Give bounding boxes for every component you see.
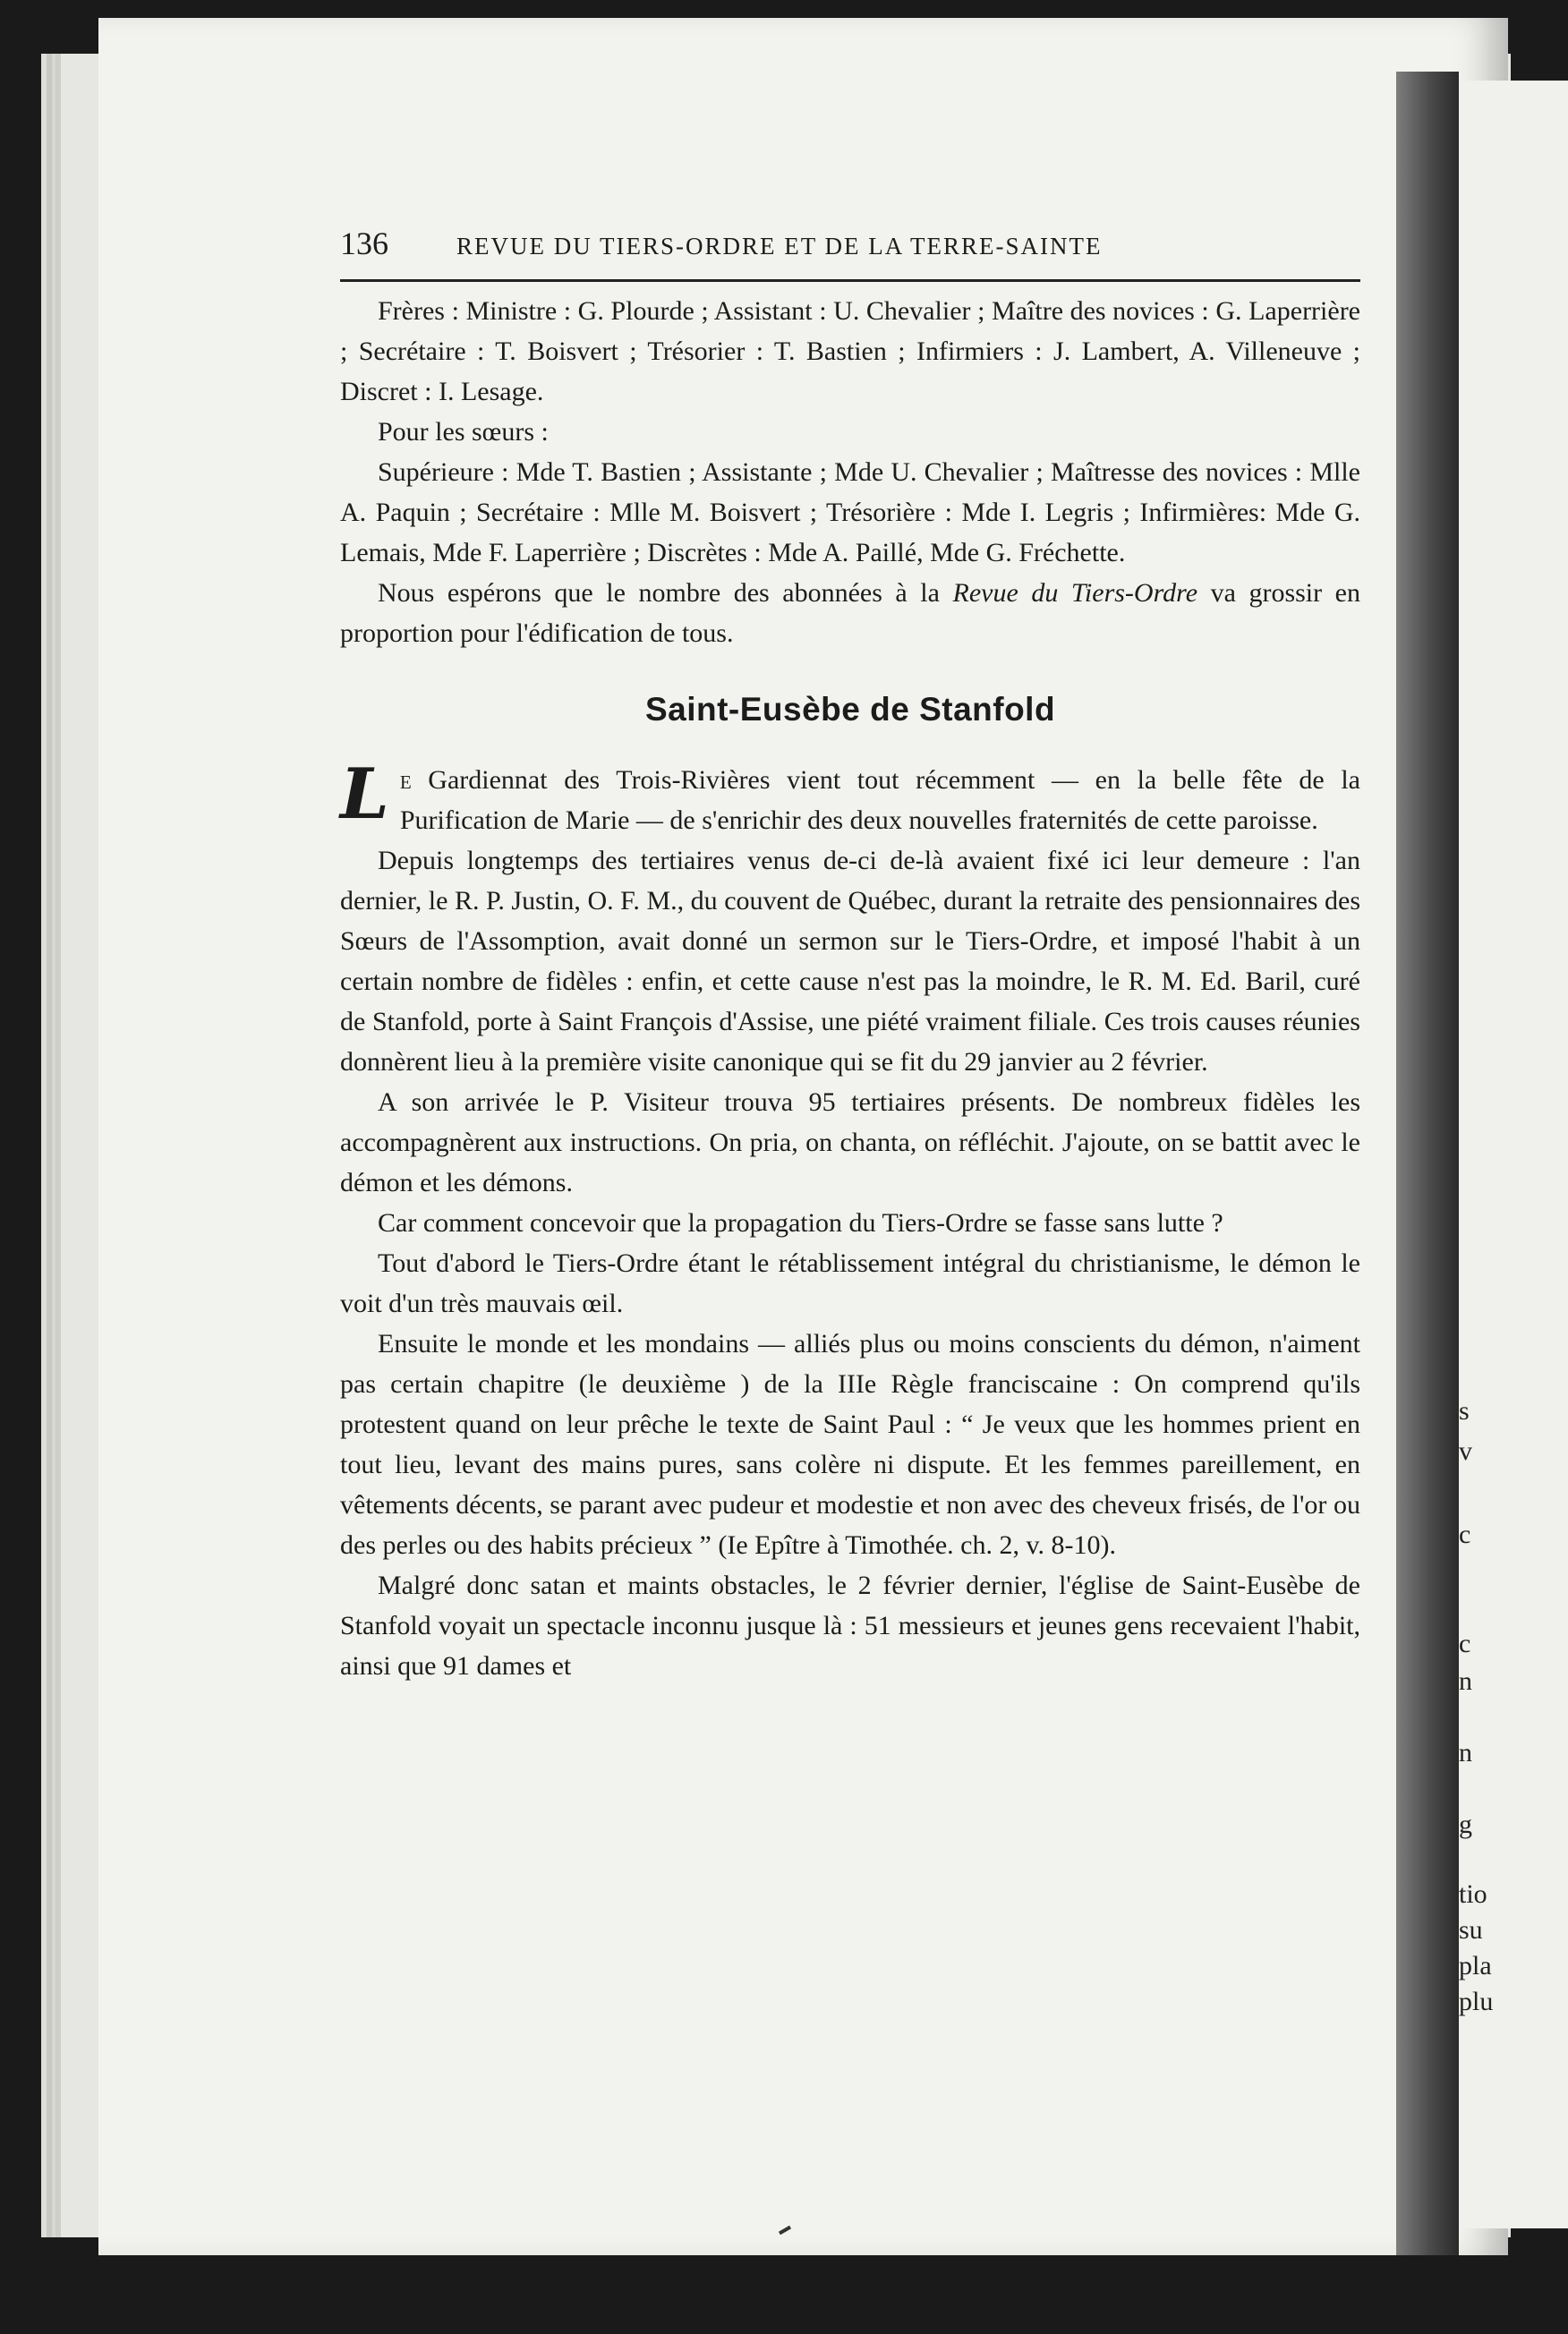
- book-gutter-shadow: [1396, 72, 1459, 2255]
- facing-fragment: plu: [1459, 1987, 1494, 2016]
- facing-fragment: v: [1459, 1436, 1472, 1466]
- facing-fragment: n: [1459, 1738, 1472, 1768]
- brothers-officers-paragraph: Frères : Ministre : G. Plourde ; Assistant : U. Chevalier ; Maître des novices : G. Laperrière ; Secrétaire : T. Boisvert ; Trésorier : T. Bastien ; Infirmiers : J. Lambert, A. Villeneuve ; Discret : I. Lesage.: [340, 296, 1360, 406]
- first-paragraph-text: Gardiennat des Trois-Rivières vient tout récemment — en la belle fête de la Purification de Marie — de s'enrichir des deux nouvelles fraternités de cette paroisse.: [399, 765, 1360, 835]
- closing-text-before: Nous espérons que le nombre des abonnées à la: [378, 578, 953, 608]
- drop-cap-continuation: e: [399, 765, 412, 795]
- drop-cap: L: [340, 754, 389, 835]
- facing-page: [1459, 81, 1568, 2228]
- running-head: [340, 224, 1360, 282]
- body-paragraph: Tout d'abord le Tiers-Ordre étant le rétablissement intégral du christianisme, le démon le voit d'un très mauvais œil.: [340, 1248, 1360, 1318]
- body-paragraph: Malgré donc satan et maints obstacles, le 2 février dernier, l'église de Saint-Eusèbe de Stanfold voyait un spectacle inconnu jusque là : 51 messieurs et jeunes gens recevaient l'habit, ainsi que 91 dames et: [340, 1571, 1360, 1681]
- running-title: REVUE DU TIERS-ORDRE ET DE LA TERRE-SAINTE: [456, 233, 1103, 260]
- body-paragraph: A son arrivée le P. Visiteur trouva 95 tertiaires présents. De nombreux fidèles les accompagnèrent aux instructions. On pria, on chanta, on réfléchit. J'ajoute, on se battit avec le démon et les démons.: [340, 1087, 1360, 1197]
- body-paragraph: Ensuite le monde et les mondains — alliés plus ou moins conscients du démon, n'aiment pas certain chapitre (le deuxième ) de la IIIe Règle franciscaine : On comprend qu'ils protestent quand on leur prêche le texte de Saint Paul : “ Je veux que les hommes prient en tout lieu, levant des mains pures, sans colère ni dispute. Et les femmes pareillement, en vêtements décents, se parant avec pudeur et modestie et non avec des cheveux frisés, de l'or ou des perles ou des habits précieux ” (Ie Epître à Timothée. ch. 2, v. 8-10).: [340, 1329, 1360, 1560]
- body-paragraph: Car comment concevoir que la propagation du Tiers-Ordre se fasse sans lutte ?: [378, 1208, 1223, 1238]
- review-title-italic: Revue du Tiers-Ordre: [952, 578, 1198, 608]
- facing-fragment: tio: [1459, 1879, 1487, 1909]
- facing-fragment: su: [1459, 1915, 1483, 1945]
- facing-fragment: c: [1459, 1629, 1471, 1658]
- facing-fragment: c: [1459, 1520, 1471, 1549]
- facing-fragment: n: [1459, 1666, 1472, 1696]
- closing-paragraph: [340, 573, 1360, 653]
- body-paragraph: Depuis longtemps des tertiaires venus de-ci de-là avaient fixé ici leur demeure : l'an dernier, le R. P. Justin, O. F. M., du couvent de Québec, durant la retraite des pensionnaires des Sœurs de l'Assomption, avait donné un sermon sur le Tiers-Ordre, et imposé l'habit à un certain nombre de fidèles : enfin, et cette cause n'est pas la moindre, le R. M. Ed. Baril, curé de Stanfold, porte à Saint François d'Assise, une piété vraiment filiale. Ces trois causes réunies donnèrent lieu à la première visite canonique qui se fit du 29 janvier au 2 février.: [340, 846, 1360, 1077]
- section-title: Saint-Eusèbe de Stanfold: [644, 691, 1056, 728]
- facing-fragment: s: [1459, 1396, 1470, 1426]
- page-content: [340, 224, 1360, 1686]
- sisters-heading-paragraph: Pour les sœurs :: [378, 417, 549, 447]
- facing-fragment: pla: [1459, 1951, 1492, 1980]
- first-paragraph: [340, 754, 1360, 840]
- page-number: 136: [340, 226, 388, 261]
- sisters-officers-paragraph: Supérieure : Mde T. Bastien ; Assistante ; Mde U. Chevalier ; Maîtresse des novices : Mlle A. Paquin ; Secrétaire : Mlle M. Boisvert ; Trésorière : Mde I. Legris ; Infirmières: Mde G. Lemais, Mde F. Laperrière ; Discrètes : Mde A. Paillé, Mde G. Fréchette.: [340, 457, 1360, 567]
- facing-fragment: g: [1459, 1810, 1472, 1839]
- closing-text-after: va grossir en proportion pour l'édification de tous.: [340, 578, 1360, 648]
